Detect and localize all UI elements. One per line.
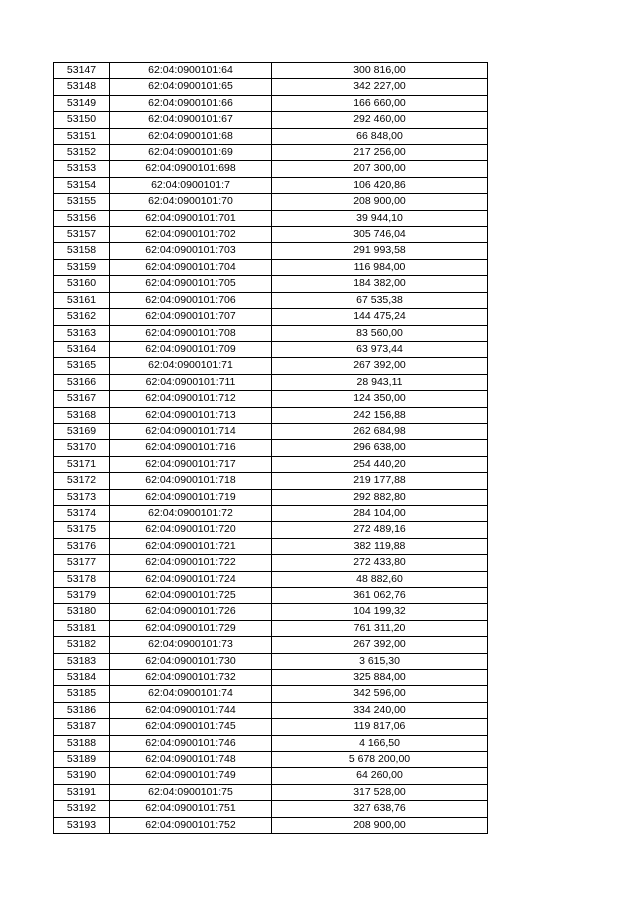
table-row	[54, 489, 488, 505]
table-row	[54, 292, 488, 308]
cadastral-value-cell: 334 240,00	[272, 702, 488, 718]
cadastral-value-cell: 267 392,00	[272, 637, 488, 653]
table-row	[54, 210, 488, 226]
cadastral-number-cell: 62:04:0900101:704	[110, 259, 272, 275]
table-row	[54, 128, 488, 144]
row-number-cell: 53148	[54, 79, 110, 95]
table-row	[54, 702, 488, 718]
row-number-cell: 53161	[54, 292, 110, 308]
cadastral-value-cell: 292 460,00	[272, 112, 488, 128]
row-number-cell: 53150	[54, 112, 110, 128]
table-row	[54, 801, 488, 817]
cadastral-number-cell: 62:04:0900101:720	[110, 522, 272, 538]
cadastral-value-cell: 296 638,00	[272, 440, 488, 456]
cadastral-number-cell: 62:04:0900101:64	[110, 63, 272, 79]
cadastral-number-cell: 62:04:0900101:72	[110, 505, 272, 521]
cadastral-value-cell: 291 993,58	[272, 243, 488, 259]
cadastral-value-cell: 242 156,88	[272, 407, 488, 423]
row-number-cell: 53176	[54, 538, 110, 554]
table-row	[54, 243, 488, 259]
cadastral-number-cell: 62:04:0900101:66	[110, 95, 272, 111]
cadastral-number-cell: 62:04:0900101:708	[110, 325, 272, 341]
row-number-cell: 53154	[54, 177, 110, 193]
table-row	[54, 670, 488, 686]
row-number-cell: 53175	[54, 522, 110, 538]
cadastral-value-cell: 144 475,24	[272, 309, 488, 325]
cadastral-number-cell: 62:04:0900101:726	[110, 604, 272, 620]
row-number-cell: 53184	[54, 670, 110, 686]
cadastral-value-cell: 254 440,20	[272, 456, 488, 472]
cadastral-value-cell: 325 884,00	[272, 670, 488, 686]
row-number-cell: 53166	[54, 374, 110, 390]
cadastral-number-cell: 62:04:0900101:705	[110, 276, 272, 292]
cadastral-number-cell: 62:04:0900101:702	[110, 227, 272, 243]
cadastral-value-table	[53, 62, 488, 834]
table-row	[54, 784, 488, 800]
row-number-cell: 53168	[54, 407, 110, 423]
cadastral-number-cell: 62:04:0900101:746	[110, 735, 272, 751]
table-row	[54, 145, 488, 161]
table-row	[54, 63, 488, 79]
row-number-cell: 53178	[54, 571, 110, 587]
row-number-cell: 53193	[54, 817, 110, 833]
cadastral-value-cell: 342 596,00	[272, 686, 488, 702]
cadastral-number-cell: 62:04:0900101:752	[110, 817, 272, 833]
cadastral-number-cell: 62:04:0900101:703	[110, 243, 272, 259]
table-row	[54, 637, 488, 653]
cadastral-number-cell: 62:04:0900101:717	[110, 456, 272, 472]
cadastral-value-cell: 3 615,30	[272, 653, 488, 669]
cadastral-value-cell: 272 433,80	[272, 555, 488, 571]
table-row	[54, 588, 488, 604]
table-row	[54, 555, 488, 571]
cadastral-number-cell: 62:04:0900101:73	[110, 637, 272, 653]
row-number-cell: 53163	[54, 325, 110, 341]
table-row	[54, 112, 488, 128]
table-row	[54, 571, 488, 587]
cadastral-number-cell: 62:04:0900101:719	[110, 489, 272, 505]
cadastral-value-cell: 66 848,00	[272, 128, 488, 144]
table-row	[54, 358, 488, 374]
table-row	[54, 325, 488, 341]
cadastral-value-cell: 166 660,00	[272, 95, 488, 111]
cadastral-value-cell: 4 166,50	[272, 735, 488, 751]
table-row	[54, 177, 488, 193]
cadastral-value-cell: 208 900,00	[272, 194, 488, 210]
table-row	[54, 505, 488, 521]
cadastral-value-cell: 106 420,86	[272, 177, 488, 193]
row-number-cell: 53171	[54, 456, 110, 472]
cadastral-number-cell: 62:04:0900101:709	[110, 341, 272, 357]
row-number-cell: 53173	[54, 489, 110, 505]
cadastral-number-cell: 62:04:0900101:745	[110, 719, 272, 735]
row-number-cell: 53169	[54, 423, 110, 439]
row-number-cell: 53191	[54, 784, 110, 800]
table-row	[54, 735, 488, 751]
row-number-cell: 53158	[54, 243, 110, 259]
cadastral-number-cell: 62:04:0900101:698	[110, 161, 272, 177]
cadastral-value-cell: 292 882,80	[272, 489, 488, 505]
table-row	[54, 538, 488, 554]
row-number-cell: 53156	[54, 210, 110, 226]
cadastral-number-cell: 62:04:0900101:71	[110, 358, 272, 374]
cadastral-value-cell: 272 489,16	[272, 522, 488, 538]
row-number-cell: 53192	[54, 801, 110, 817]
table-row	[54, 194, 488, 210]
cadastral-number-cell: 62:04:0900101:74	[110, 686, 272, 702]
table-row	[54, 309, 488, 325]
cadastral-number-cell: 62:04:0900101:718	[110, 473, 272, 489]
cadastral-value-cell: 48 882,60	[272, 571, 488, 587]
row-number-cell: 53167	[54, 391, 110, 407]
table-row	[54, 423, 488, 439]
cadastral-number-cell: 62:04:0900101:716	[110, 440, 272, 456]
cadastral-value-cell: 28 943,11	[272, 374, 488, 390]
table-row	[54, 653, 488, 669]
table-row	[54, 276, 488, 292]
cadastral-value-cell: 317 528,00	[272, 784, 488, 800]
row-number-cell: 53172	[54, 473, 110, 489]
cadastral-number-cell: 62:04:0900101:748	[110, 752, 272, 768]
cadastral-value-cell: 119 817,06	[272, 719, 488, 735]
table-row	[54, 473, 488, 489]
cadastral-value-cell: 39 944,10	[272, 210, 488, 226]
row-number-cell: 53147	[54, 63, 110, 79]
cadastral-number-cell: 62:04:0900101:744	[110, 702, 272, 718]
row-number-cell: 53187	[54, 719, 110, 735]
cadastral-number-cell: 62:04:0900101:729	[110, 620, 272, 636]
row-number-cell: 53153	[54, 161, 110, 177]
cadastral-value-cell: 262 684,98	[272, 423, 488, 439]
cadastral-number-cell: 62:04:0900101:7	[110, 177, 272, 193]
table-row	[54, 341, 488, 357]
cadastral-number-cell: 62:04:0900101:722	[110, 555, 272, 571]
table-row	[54, 817, 488, 833]
cadastral-number-cell: 62:04:0900101:68	[110, 128, 272, 144]
row-number-cell: 53182	[54, 637, 110, 653]
cadastral-number-cell: 62:04:0900101:707	[110, 309, 272, 325]
table-body	[54, 63, 488, 834]
row-number-cell: 53183	[54, 653, 110, 669]
cadastral-number-cell: 62:04:0900101:701	[110, 210, 272, 226]
row-number-cell: 53159	[54, 259, 110, 275]
cadastral-value-cell: 67 535,38	[272, 292, 488, 308]
row-number-cell: 53177	[54, 555, 110, 571]
cadastral-value-cell: 207 300,00	[272, 161, 488, 177]
table-row	[54, 522, 488, 538]
cadastral-number-cell: 62:04:0900101:725	[110, 588, 272, 604]
cadastral-value-cell: 184 382,00	[272, 276, 488, 292]
cadastral-number-cell: 62:04:0900101:69	[110, 145, 272, 161]
row-number-cell: 53165	[54, 358, 110, 374]
cadastral-value-cell: 382 119,88	[272, 538, 488, 554]
row-number-cell: 53185	[54, 686, 110, 702]
cadastral-value-cell: 219 177,88	[272, 473, 488, 489]
row-number-cell: 53152	[54, 145, 110, 161]
cadastral-number-cell: 62:04:0900101:75	[110, 784, 272, 800]
cadastral-value-cell: 63 973,44	[272, 341, 488, 357]
row-number-cell: 53170	[54, 440, 110, 456]
row-number-cell: 53157	[54, 227, 110, 243]
row-number-cell: 53151	[54, 128, 110, 144]
cadastral-number-cell: 62:04:0900101:730	[110, 653, 272, 669]
table-row	[54, 407, 488, 423]
cadastral-value-cell: 761 311,20	[272, 620, 488, 636]
cadastral-value-cell: 83 560,00	[272, 325, 488, 341]
cadastral-value-cell: 217 256,00	[272, 145, 488, 161]
cadastral-value-cell: 208 900,00	[272, 817, 488, 833]
row-number-cell: 53180	[54, 604, 110, 620]
table-row	[54, 456, 488, 472]
cadastral-number-cell: 62:04:0900101:70	[110, 194, 272, 210]
cadastral-value-cell: 284 104,00	[272, 505, 488, 521]
cadastral-value-cell: 267 392,00	[272, 358, 488, 374]
table-row	[54, 227, 488, 243]
row-number-cell: 53189	[54, 752, 110, 768]
row-number-cell: 53160	[54, 276, 110, 292]
row-number-cell: 53186	[54, 702, 110, 718]
table-row	[54, 686, 488, 702]
cadastral-value-cell: 300 816,00	[272, 63, 488, 79]
row-number-cell: 53181	[54, 620, 110, 636]
table-row	[54, 768, 488, 784]
table-row	[54, 259, 488, 275]
row-number-cell: 53174	[54, 505, 110, 521]
cadastral-value-cell: 361 062,76	[272, 588, 488, 604]
cadastral-value-cell: 327 638,76	[272, 801, 488, 817]
table-row	[54, 604, 488, 620]
table-row	[54, 440, 488, 456]
cadastral-number-cell: 62:04:0900101:706	[110, 292, 272, 308]
table-row	[54, 374, 488, 390]
row-number-cell: 53190	[54, 768, 110, 784]
cadastral-number-cell: 62:04:0900101:711	[110, 374, 272, 390]
cadastral-number-cell: 62:04:0900101:713	[110, 407, 272, 423]
table-row	[54, 752, 488, 768]
cadastral-number-cell: 62:04:0900101:751	[110, 801, 272, 817]
cadastral-value-cell: 305 746,04	[272, 227, 488, 243]
cadastral-value-cell: 116 984,00	[272, 259, 488, 275]
cadastral-number-cell: 62:04:0900101:714	[110, 423, 272, 439]
cadastral-number-cell: 62:04:0900101:712	[110, 391, 272, 407]
cadastral-number-cell: 62:04:0900101:67	[110, 112, 272, 128]
row-number-cell: 53188	[54, 735, 110, 751]
cadastral-value-cell: 64 260,00	[272, 768, 488, 784]
cadastral-number-cell: 62:04:0900101:724	[110, 571, 272, 587]
cadastral-number-cell: 62:04:0900101:732	[110, 670, 272, 686]
row-number-cell: 53179	[54, 588, 110, 604]
row-number-cell: 53155	[54, 194, 110, 210]
table-row	[54, 620, 488, 636]
cadastral-number-cell: 62:04:0900101:65	[110, 79, 272, 95]
cadastral-value-cell: 124 350,00	[272, 391, 488, 407]
table-row	[54, 95, 488, 111]
row-number-cell: 53162	[54, 309, 110, 325]
table-row	[54, 719, 488, 735]
table-row	[54, 161, 488, 177]
cadastral-value-cell: 5 678 200,00	[272, 752, 488, 768]
row-number-cell: 53164	[54, 341, 110, 357]
row-number-cell: 53149	[54, 95, 110, 111]
table-row	[54, 391, 488, 407]
cadastral-number-cell: 62:04:0900101:721	[110, 538, 272, 554]
cadastral-value-cell: 104 199,32	[272, 604, 488, 620]
cadastral-number-cell: 62:04:0900101:749	[110, 768, 272, 784]
table-row	[54, 79, 488, 95]
cadastral-value-cell: 342 227,00	[272, 79, 488, 95]
